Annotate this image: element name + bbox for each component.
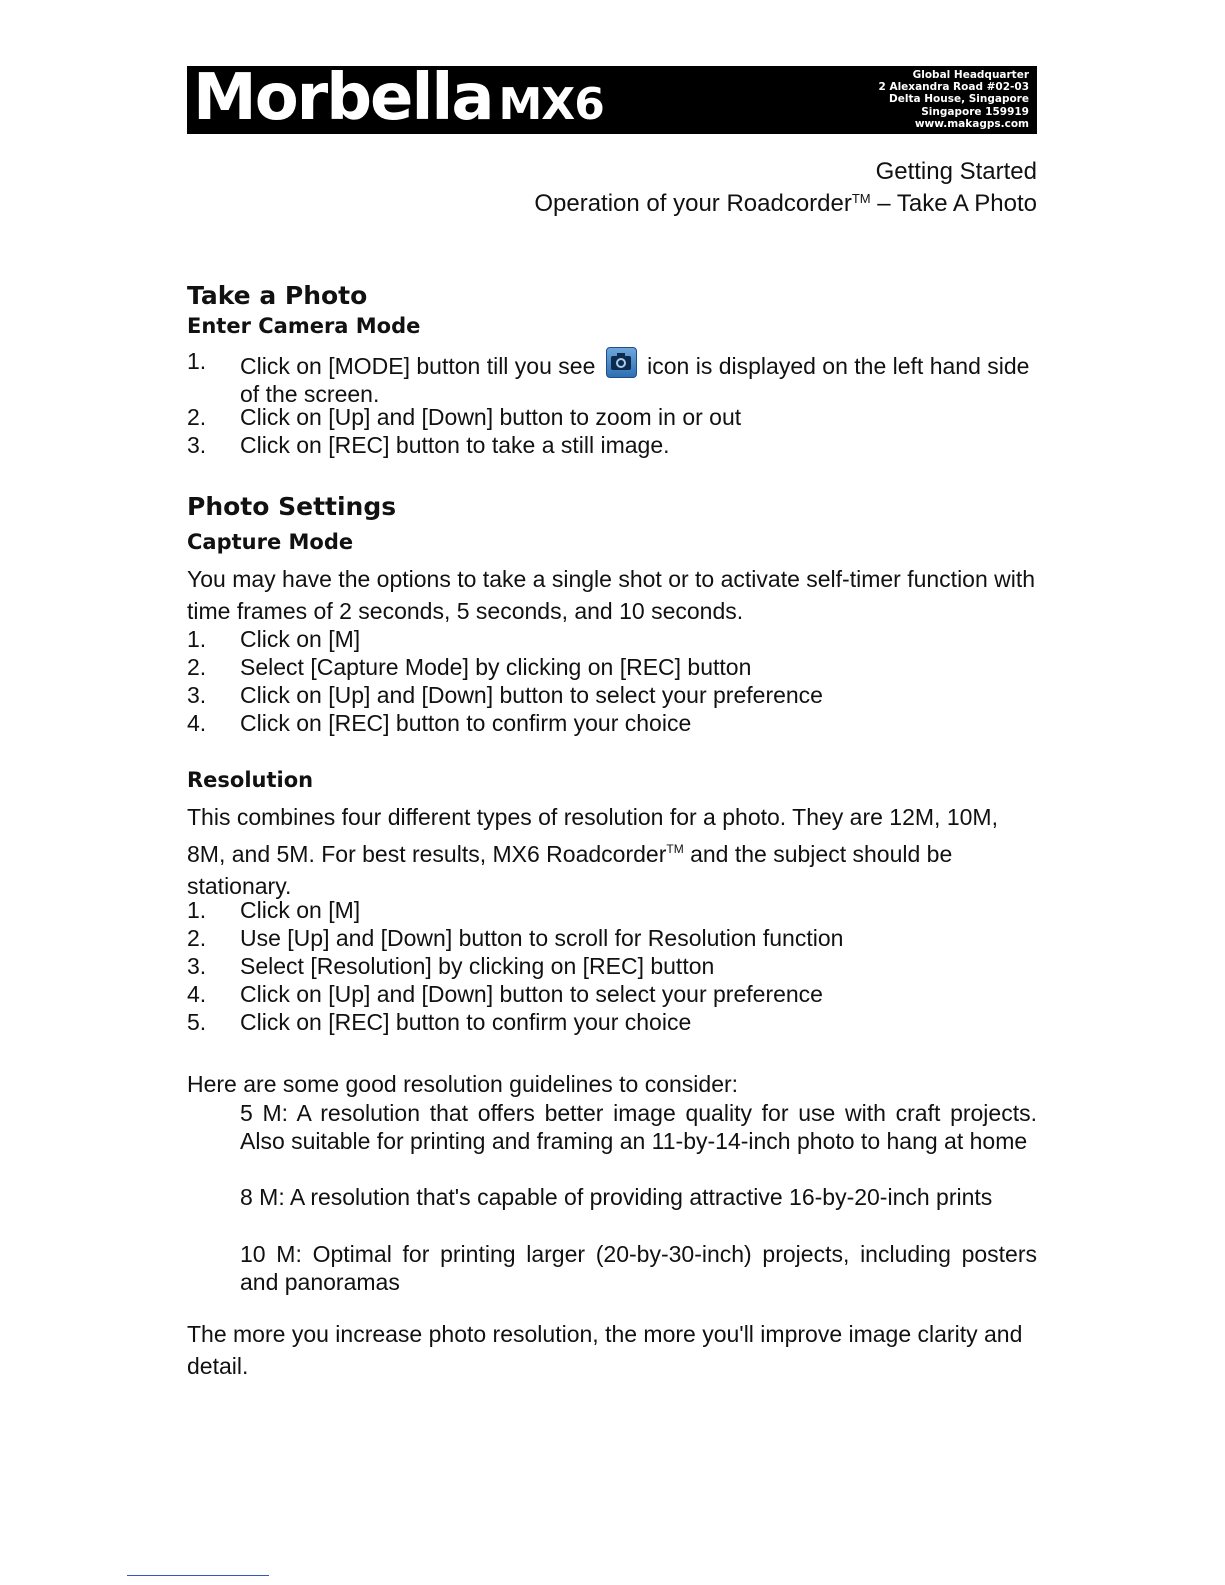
- resolution-intro: This combines four different types of resolution for a photo. They are 12M, 10M, 8M, and 5M. For best results, MX6 Roadcorder™ and the subject should be stationary.: [187, 804, 998, 899]
- list-item: 1. Click on [MODE] button till you see icon is displayed on the left hand side of the screen.: [187, 348, 1030, 407]
- headquarter-address: [878, 69, 1029, 130]
- guidelines-intro: Here are some good resolution guidelines to consider:: [187, 1071, 739, 1097]
- brand-model: MX6: [498, 79, 604, 130]
- address-line: Singapore 159919: [921, 105, 1029, 118]
- list-item: 3. Click on [REC] button to take a still image.: [187, 432, 670, 458]
- section-label: Getting Started: [875, 158, 1037, 185]
- footer-divider: [127, 1575, 269, 1576]
- list-item: 4. Click on [REC] button to confirm your choice: [187, 710, 692, 736]
- closing-paragraph: The more you increase photo resolution, the more you'll improve image clarity and detail.: [187, 1321, 1023, 1379]
- list-item: 3. Select [Resolution] by clicking on [REC] button: [187, 953, 715, 979]
- list-item: 2. Use [Up] and [Down] button to scroll for Resolution function: [187, 925, 844, 951]
- list-item: 2. Select [Capture Mode] by clicking on [REC] button: [187, 654, 752, 680]
- brand-logo: [193, 66, 604, 134]
- heading-take-photo: Take a Photo: [187, 281, 368, 310]
- address-line: Delta House, Singapore: [889, 93, 1029, 106]
- address-line: Global Headquarter: [912, 69, 1029, 81]
- heading-photo-settings: Photo Settings: [187, 492, 397, 521]
- list-item: 1. Click on [M]: [187, 897, 361, 923]
- guideline-item: 8 M: A resolution that's capable of providing attractive 16-by-20-inch prints: [240, 1184, 993, 1210]
- header-banner: [187, 66, 1037, 134]
- list-item: 1. Click on [M]: [187, 626, 361, 652]
- subheading-capture-mode: Capture Mode: [187, 530, 354, 554]
- capture-mode-intro: You may have the options to take a single shot or to activate self-timer function with time frames of 2 seconds, 5 seconds, and 10 seconds.: [187, 566, 1036, 624]
- subheading-enter-camera-mode: Enter Camera Mode: [187, 314, 421, 338]
- guideline-item: 5 M: A resolution that offers better image quality for use with craft projects. Also suitable for printing and framing an 11-by-14-inch photo to hang at home: [240, 1100, 1037, 1154]
- list-item: 2. Click on [Up] and [Down] button to zoom in or out: [187, 404, 742, 430]
- camera-icon: [606, 347, 637, 378]
- address-url: www.makagps.com: [914, 117, 1029, 130]
- list-item: 5. Click on [REC] button to confirm your choice: [187, 1009, 692, 1035]
- guideline-item: 10 M: Optimal for printing larger (20-by-30-inch) projects, including posters and panoramas: [240, 1241, 1037, 1295]
- brand-name: Morbella: [193, 66, 493, 134]
- subheading-resolution: Resolution: [187, 768, 314, 792]
- list-item: 3. Click on [Up] and [Down] button to select your preference: [187, 682, 823, 708]
- address-line: 2 Alexandra Road #02-03: [878, 81, 1029, 94]
- list-item: 4. Click on [Up] and [Down] button to select your preference: [187, 981, 823, 1007]
- page-subtitle: Operation of your Roadcorder™ – Take A Photo: [534, 190, 1037, 217]
